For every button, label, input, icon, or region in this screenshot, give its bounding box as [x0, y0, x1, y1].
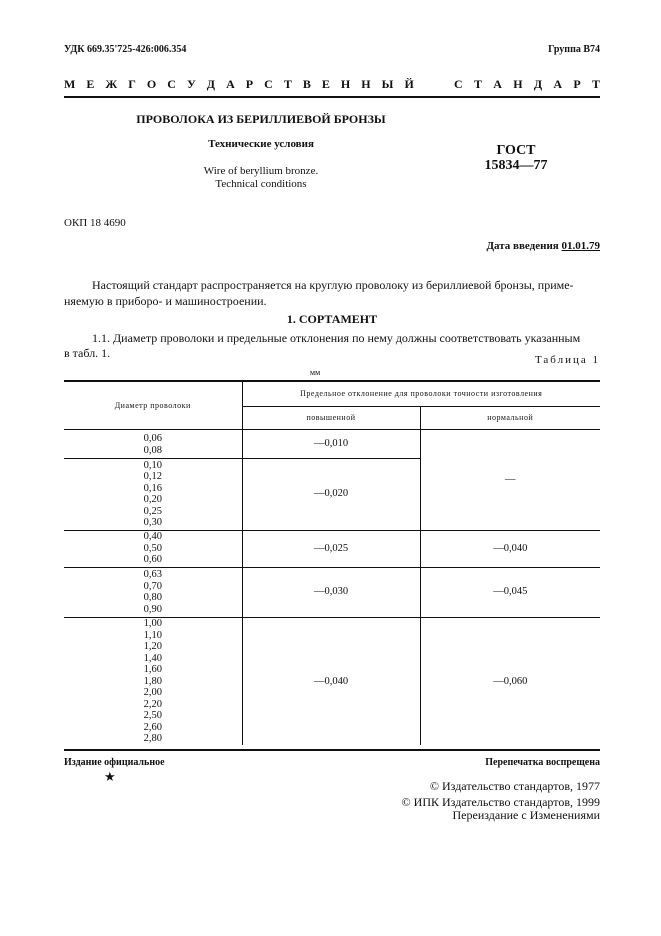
header-rule	[64, 96, 600, 98]
udk-code: УДК 669.35'725-426:006.354	[64, 44, 187, 55]
introduction-date-label: Дата введения	[486, 240, 559, 252]
diameter-cell	[64, 617, 242, 745]
intro-paragraph-line1: Настоящий стандарт распространяется на круглую проволоку из бериллиевой бронзы, приме-	[92, 278, 574, 292]
diameter-value: 0,10	[143, 459, 162, 471]
diameter-value: 2,20	[143, 698, 162, 710]
star-icon: ★	[104, 769, 116, 784]
table-caption: Таблица 1	[534, 354, 600, 366]
copyright-1977: © Издательство стандартов, 1977	[429, 779, 600, 793]
diameter-value: 0,08	[143, 444, 162, 456]
group-code: Группа В74	[548, 44, 600, 55]
clause-line1: 1.1. Диаметр проволоки и предельные отклонения по нему должны соответствовать указанным	[92, 331, 581, 345]
official-edition: Издание официальное	[64, 757, 165, 768]
diameter-value: 2,80	[143, 733, 162, 744]
standard-banner	[64, 77, 600, 92]
diameter-cell	[64, 530, 242, 567]
english-title-line1: Wire of beryllium bronze.	[203, 165, 319, 177]
document-subtitle: Технические условия	[208, 138, 314, 150]
high-deviation-cell: —0,025	[242, 530, 420, 567]
banner-word-standard: С Т А Н Д А Р Т	[454, 77, 600, 91]
diameter-value: 1,80	[143, 675, 162, 687]
diameter-value: 0,90	[143, 603, 162, 615]
diameter-value: 0,12	[143, 471, 162, 482]
diameter-value: 0,06	[143, 433, 162, 444]
diameter-value: 2,60	[143, 721, 162, 733]
normal-deviation-cell: —	[420, 429, 600, 530]
diameter-value: 0,16	[143, 482, 162, 494]
table-bottom-rule	[64, 749, 600, 751]
document-title: ПРОВОЛОКА ИЗ БЕРИЛЛИЕВОЙ БРОНЗЫ	[136, 112, 386, 126]
diameter-value: 2,50	[143, 710, 162, 721]
reprint-prohibited: Перепечатка воспрещена	[485, 757, 600, 768]
diameter-value: 1,10	[143, 629, 162, 641]
diameter-value: 0,40	[143, 531, 162, 543]
diameter-value: 1,20	[143, 641, 162, 652]
english-title-line2: Technical conditions	[215, 178, 307, 190]
diameter-value: 2,00	[143, 687, 162, 698]
introduction-date	[486, 240, 600, 252]
diameter-cell	[64, 567, 242, 617]
diameter-value: 1,60	[143, 664, 162, 675]
table-unit: мм	[310, 368, 321, 377]
diameter-value: 0,25	[143, 505, 162, 517]
diameter-value: 0,30	[143, 517, 162, 528]
high-deviation-cell: —0,010	[242, 429, 420, 458]
header-normal-precision: нормальной	[420, 406, 600, 429]
diameter-value: 1,40	[143, 652, 162, 664]
header-diameter: Диаметр проволоки	[64, 381, 242, 429]
normal-deviation-cell: —0,060	[420, 617, 600, 745]
high-deviation-cell: —0,030	[242, 567, 420, 617]
introduction-date-value: 01.01.79	[561, 240, 600, 252]
table-row	[64, 567, 600, 617]
diameter-value: 0,60	[143, 554, 162, 566]
gost-label: ГОСТ	[496, 143, 536, 158]
reissue-note: Переиздание с Изменениями	[452, 808, 600, 822]
diameter-value: 0,50	[143, 542, 162, 554]
intro-paragraph-line2: няемую в приборо- и машиностроении.	[64, 294, 267, 308]
diameter-cell	[64, 458, 242, 530]
deviation-table	[64, 380, 600, 745]
normal-deviation-cell: —0,045	[420, 567, 600, 617]
gost-number: 15834—77	[484, 158, 548, 173]
table-row	[64, 617, 600, 745]
clause-line2: в табл. 1.	[64, 346, 111, 360]
diameter-cell	[64, 429, 242, 458]
table-row	[64, 530, 600, 567]
high-deviation-cell: —0,020	[242, 458, 420, 530]
high-deviation-cell: —0,040	[242, 617, 420, 745]
diameter-value: 1,00	[143, 618, 162, 629]
table-row	[64, 429, 600, 458]
diameter-value: 0,70	[143, 580, 162, 592]
diameter-value: 0,20	[143, 494, 162, 505]
copyright-1999: © ИПК Издательство стандартов, 1999	[401, 795, 600, 809]
diameter-value: 0,80	[143, 592, 162, 603]
section-title: 1. СОРТАМЕНТ	[286, 312, 378, 326]
diameter-value: 0,63	[143, 569, 162, 580]
header-deviation-group: Предельное отклонение для проволоки точности изготовления	[242, 381, 600, 406]
banner-word-interstate: М Е Ж Г О С У Д А Р С Т В Е Н Н Ы Й	[64, 77, 414, 91]
okp-code: ОКП 18 4690	[64, 217, 126, 229]
normal-deviation-cell: —0,040	[420, 530, 600, 567]
header-high-precision: повышенной	[242, 406, 420, 429]
